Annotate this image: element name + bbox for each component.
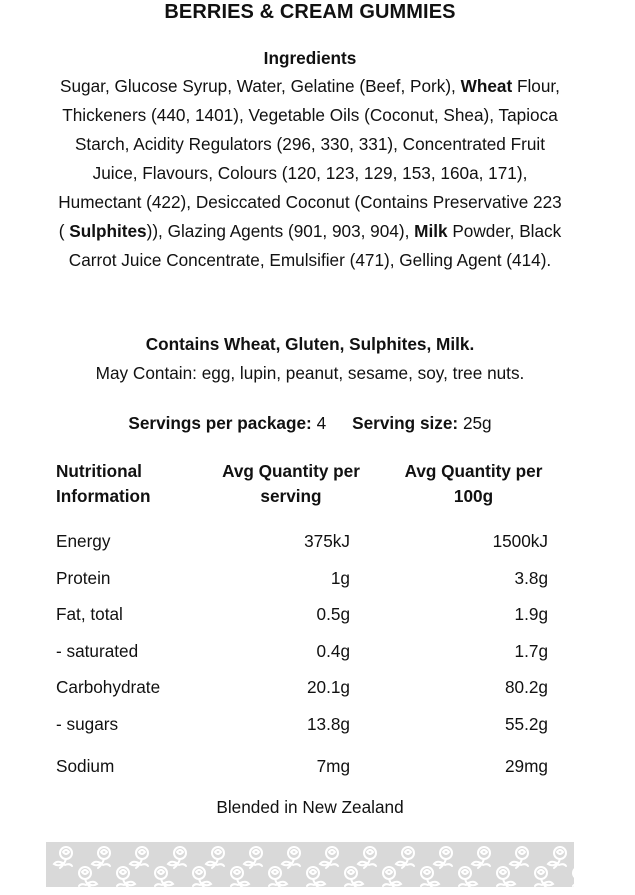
per-serving-value: 20.1g bbox=[306, 677, 350, 697]
nutrition-header-row bbox=[56, 459, 566, 523]
per-100g-value: 55.2g bbox=[504, 713, 548, 734]
nutrient-name: Protein bbox=[56, 567, 111, 588]
rose-flower-icon bbox=[497, 867, 515, 887]
nutrient-name: - saturated bbox=[56, 640, 139, 661]
rose-flower-icon bbox=[434, 847, 452, 868]
per-100g-value: 1500kJ bbox=[492, 531, 548, 551]
per-serving-value: 0.4g bbox=[316, 640, 350, 661]
nutrition-table bbox=[56, 459, 566, 785]
allergen-highlight: Sulphites bbox=[69, 221, 147, 241]
decorative-rose-band bbox=[46, 842, 574, 887]
table-row bbox=[56, 633, 566, 670]
rose-flower-icon bbox=[130, 847, 148, 868]
rose-flower-icon bbox=[269, 867, 287, 887]
table-row bbox=[56, 706, 566, 743]
rose-flower-icon bbox=[117, 867, 135, 887]
ingredients-list bbox=[55, 72, 565, 275]
header-per-serving: Avg Quantity per serving bbox=[222, 461, 360, 506]
rose-flower-icon bbox=[155, 867, 173, 887]
nutrient-name: Sodium bbox=[56, 756, 115, 776]
origin-statement: Blended in New Zealand bbox=[216, 797, 404, 817]
rose-flower-icon bbox=[421, 867, 439, 887]
ingredient-text: Powder, Black Carrot Juice Concentrate, Emulsifier (471), Gelling Agent (414). bbox=[68, 221, 562, 270]
per-100g-value: 3.8g bbox=[514, 567, 548, 588]
ingredients-heading: Ingredients bbox=[263, 48, 357, 68]
servings-line bbox=[55, 409, 565, 438]
table-row bbox=[56, 596, 566, 633]
ingredient-text: )), Glazing Agents (901, 903, 904), bbox=[146, 221, 415, 241]
per-serving-value: 1g bbox=[330, 567, 350, 588]
rose-flower-icon bbox=[459, 867, 477, 887]
rose-flower-icon bbox=[206, 847, 224, 868]
rose-flower-icon bbox=[573, 867, 574, 887]
rose-flower-icon bbox=[92, 847, 110, 868]
ingredient-text: Flour, Thickeners (440, 1401), Vegetable Oils (Coconut, Shea), Tapioca Starch, Acidity Regulators (296, 330, 331), Concentrated Fruit Juice, Flavours, Colours (120, 123, 129, 153, 160a, 171), Humectant (422), Desiccated Coconut (Contains Preservative 223 ( bbox=[58, 76, 562, 241]
header-per-100g: Avg Quantity per 100g bbox=[404, 461, 543, 506]
rose-flower-icon bbox=[345, 867, 363, 887]
rose-flower-icon bbox=[193, 867, 211, 887]
rose-flower-icon bbox=[396, 847, 414, 868]
nutrient-name: Fat, total bbox=[56, 604, 123, 624]
rose-flower-icon bbox=[54, 847, 72, 868]
per-100g-value: 1.9g bbox=[514, 604, 548, 624]
rose-flower-icon bbox=[244, 847, 262, 868]
nutrient-name: Carbohydrate bbox=[56, 677, 161, 697]
nutrient-name: Energy bbox=[56, 531, 111, 551]
per-100g-value: 1.7g bbox=[514, 640, 548, 661]
allergen-contains: Contains Wheat, Gluten, Sulphites, Milk. bbox=[145, 334, 475, 354]
serving-size-value: 25g bbox=[462, 413, 492, 433]
header-nutritional-information: Nutritional Information bbox=[56, 461, 151, 506]
nutrient-name: - sugars bbox=[56, 713, 119, 734]
allergen-may-contain: May Contain: egg, lupin, peanut, sesame, soy, tree nuts. bbox=[95, 363, 525, 383]
per-serving-value: 0.5g bbox=[316, 604, 350, 624]
rose-flower-icon bbox=[548, 847, 566, 868]
ingredient-text: Sugar, Glucose Syrup, Water, Gelatine (Beef, Pork), bbox=[60, 76, 461, 96]
rose-flower-icon bbox=[535, 867, 553, 887]
servings-per-package-value: 4 bbox=[316, 413, 327, 433]
serving-size-label: Serving size: bbox=[352, 413, 459, 433]
rose-flower-icon bbox=[510, 847, 528, 868]
per-serving-value: 7mg bbox=[316, 756, 350, 776]
rose-flower-icon bbox=[383, 867, 401, 887]
per-serving-value: 13.8g bbox=[306, 713, 350, 734]
allergen-highlight: Milk bbox=[414, 221, 448, 241]
rose-flower-icon bbox=[472, 847, 490, 868]
rose-flower-icon bbox=[231, 867, 249, 887]
per-100g-value: 29mg bbox=[505, 756, 548, 776]
rose-flower-icon bbox=[307, 867, 325, 887]
allergen-highlight: Wheat bbox=[460, 76, 513, 96]
per-100g-value: 80.2g bbox=[504, 677, 548, 697]
rose-flower-icon bbox=[320, 847, 338, 868]
rose-pattern bbox=[46, 842, 574, 887]
rose-flower-icon bbox=[282, 847, 300, 868]
rose-flower-icon bbox=[79, 867, 97, 887]
table-row bbox=[56, 560, 566, 597]
rose-flower-icon bbox=[168, 847, 186, 868]
rose-flower-icon bbox=[358, 847, 376, 868]
table-row bbox=[56, 523, 566, 560]
table-row bbox=[56, 669, 566, 706]
per-serving-value: 375kJ bbox=[304, 531, 350, 551]
product-title: BERRIES & CREAM GUMMIES bbox=[164, 1, 456, 23]
servings-per-package-label: Servings per package: bbox=[128, 413, 312, 433]
table-row bbox=[56, 748, 566, 785]
